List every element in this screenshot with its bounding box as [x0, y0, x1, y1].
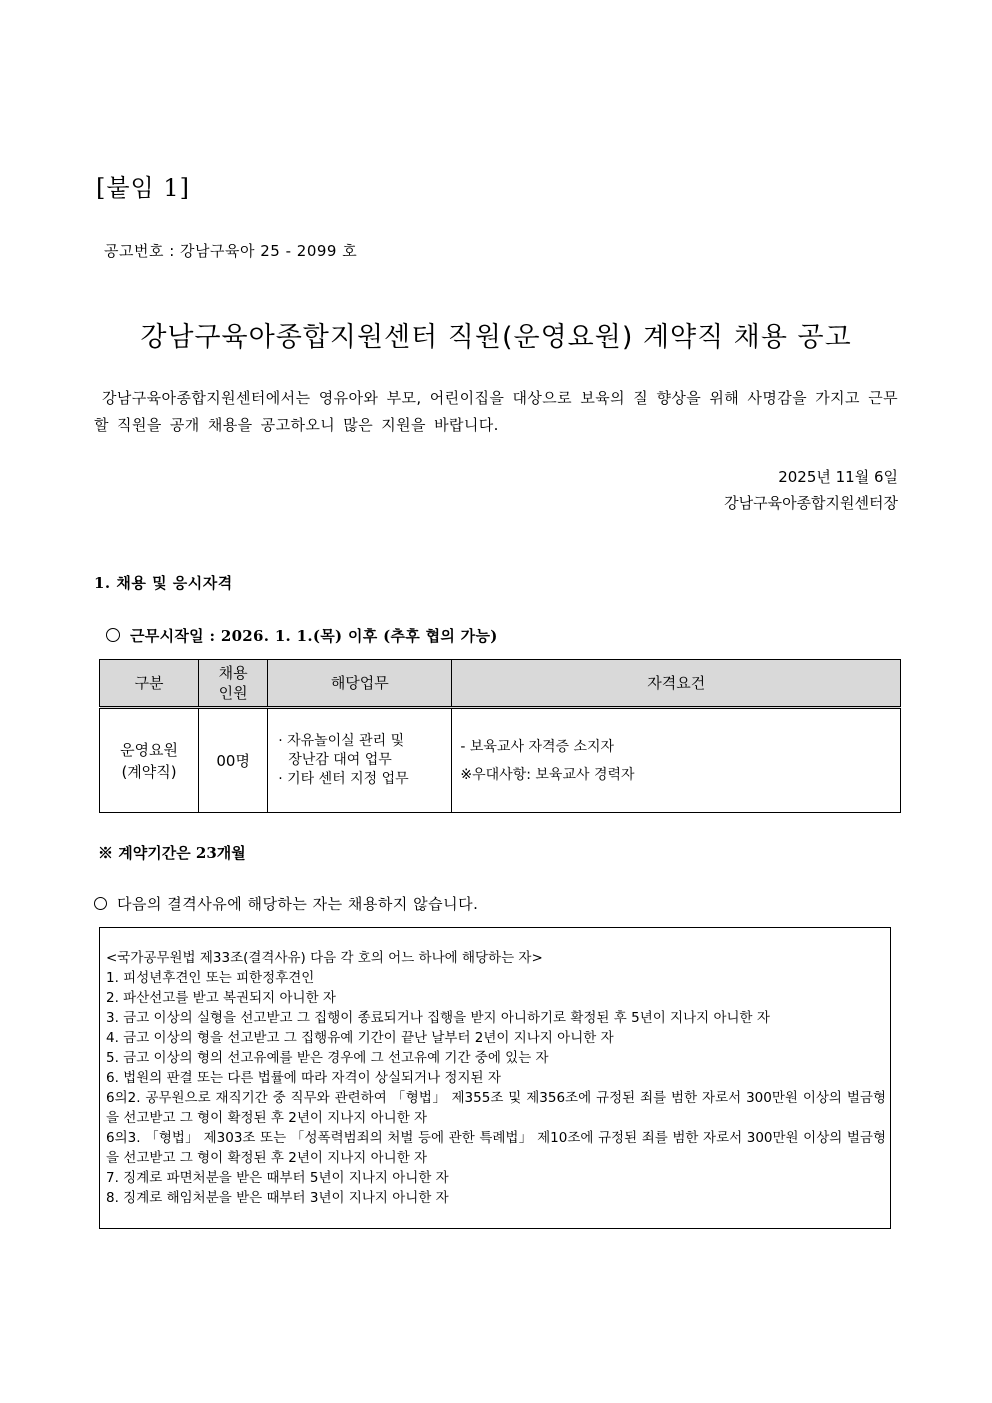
header-category: 구분: [100, 660, 199, 708]
section-title: 1. 채용 및 응시자격: [94, 574, 233, 592]
intro-paragraph: [94, 385, 898, 439]
list-item: 7. 징계로 파면처분을 받은 때부터 5년이 지나지 아니한 자: [106, 1170, 449, 1186]
category-line1: 운영요원: [120, 740, 179, 759]
list-item: 6의2. 공무원으로 재직기간 중 직무와 관련하여 「형법」 제355조 및 제356조에 규정된 죄를 범한 자로서 300만원 이상의 벌금형을 선고받고 그 형이 확정된 후 2년이 지나지 아니한 자: [106, 1090, 886, 1126]
header-headcount-line1: 채용: [218, 664, 248, 682]
cell-category: [100, 708, 199, 813]
intro-text: 강남구육아종합지원센터에서는 영유아와 부모, 어린이집을 대상으로 보육의 질 향상을 위해 사명감을 가지고 근무할 직원을 공개 채용을 공고하오니 많은 지원을 바랍니다.: [94, 389, 898, 434]
cell-headcount: 00명: [199, 708, 268, 813]
start-date-line: [106, 625, 498, 646]
recruitment-table: [99, 659, 901, 813]
notice-date: 2025년 11월 6일: [778, 468, 898, 486]
disqualification-heading: <국가공무원법 제33조(결격사유) 다음 각 호의 어느 하나에 해당하는 자>: [106, 950, 543, 966]
header-duties: 해당업무: [268, 660, 452, 708]
circle-bullet-icon: [106, 628, 120, 642]
duty2: · 기타 센터 지정 업무: [278, 771, 409, 787]
list-item: 1. 피성년후견인 또는 피한정후견인: [106, 970, 315, 986]
qualification-1: - 보육교사 자격증 소지자: [460, 738, 615, 755]
cell-duties: [268, 708, 452, 813]
duty1-line2: 장난감 대여 업무: [288, 752, 392, 768]
attachment-label: [붙임 1]: [96, 174, 190, 202]
disqualification-box: [99, 927, 891, 1229]
header-headcount-line2: 인원: [218, 684, 248, 702]
duty1-line1: · 자유놀이실 관리 및: [278, 733, 405, 749]
list-item: 5. 금고 이상의 형의 선고유예를 받은 경우에 그 선고유예 기간 중에 있는 자: [106, 1050, 549, 1066]
contract-period: ※ 계약기간은 23개월: [98, 844, 246, 862]
table-row: [100, 708, 901, 813]
start-date-text: 근무시작일 : 2026. 1. 1.(목) 이후 (추후 협의 가능): [130, 627, 498, 645]
list-item: 3. 금고 이상의 실형을 선고받고 그 집행이 종료되거나 집행을 받지 아니하기로 확정된 후 5년이 지나지 아니한 자: [106, 1010, 770, 1026]
disqualification-intro: [94, 893, 478, 914]
qualification-2: ※우대사항: 보육교사 경력자: [460, 766, 635, 783]
category-line2: (계약직): [121, 762, 177, 781]
header-qualifications: 자격요건: [452, 660, 901, 708]
list-item: 2. 파산선고를 받고 복권되지 아니한 자: [106, 990, 336, 1006]
circle-bullet-icon: [94, 897, 107, 910]
list-item: 6. 법원의 판결 또는 다른 법률에 따라 자격이 상실되거나 정지된 자: [106, 1070, 501, 1086]
list-item: 8. 징계로 해임처분을 받은 때부터 3년이 지나지 아니한 자: [106, 1190, 449, 1206]
page-title: 강남구육아종합지원센터 직원(운영요원) 계약직 채용 공고: [140, 322, 852, 353]
list-item: 4. 금고 이상의 형을 선고받고 그 집행유예 기간이 끝난 날부터 2년이 지나지 아니한 자: [106, 1030, 614, 1046]
list-item: 6의3. 「형법」 제303조 또는 「성폭력범죄의 처벌 등에 관한 특례법」 제10조에 규정된 죄를 범한 자로서 300만원 이상의 벌금형을 선고받고 그 형이 확정된 후 2년이 지나지 아니한 자: [106, 1130, 886, 1166]
disqualification-intro-text: 다음의 결격사유에 해당하는 자는 채용하지 않습니다.: [117, 895, 479, 913]
organization-name: 강남구육아종합지원센터장: [724, 494, 898, 512]
notice-number: 공고번호 : 강남구육아 25 - 2099 호: [104, 242, 358, 260]
cell-qualifications: [452, 708, 901, 813]
table-header-row: [100, 660, 901, 708]
header-headcount: [199, 660, 268, 708]
